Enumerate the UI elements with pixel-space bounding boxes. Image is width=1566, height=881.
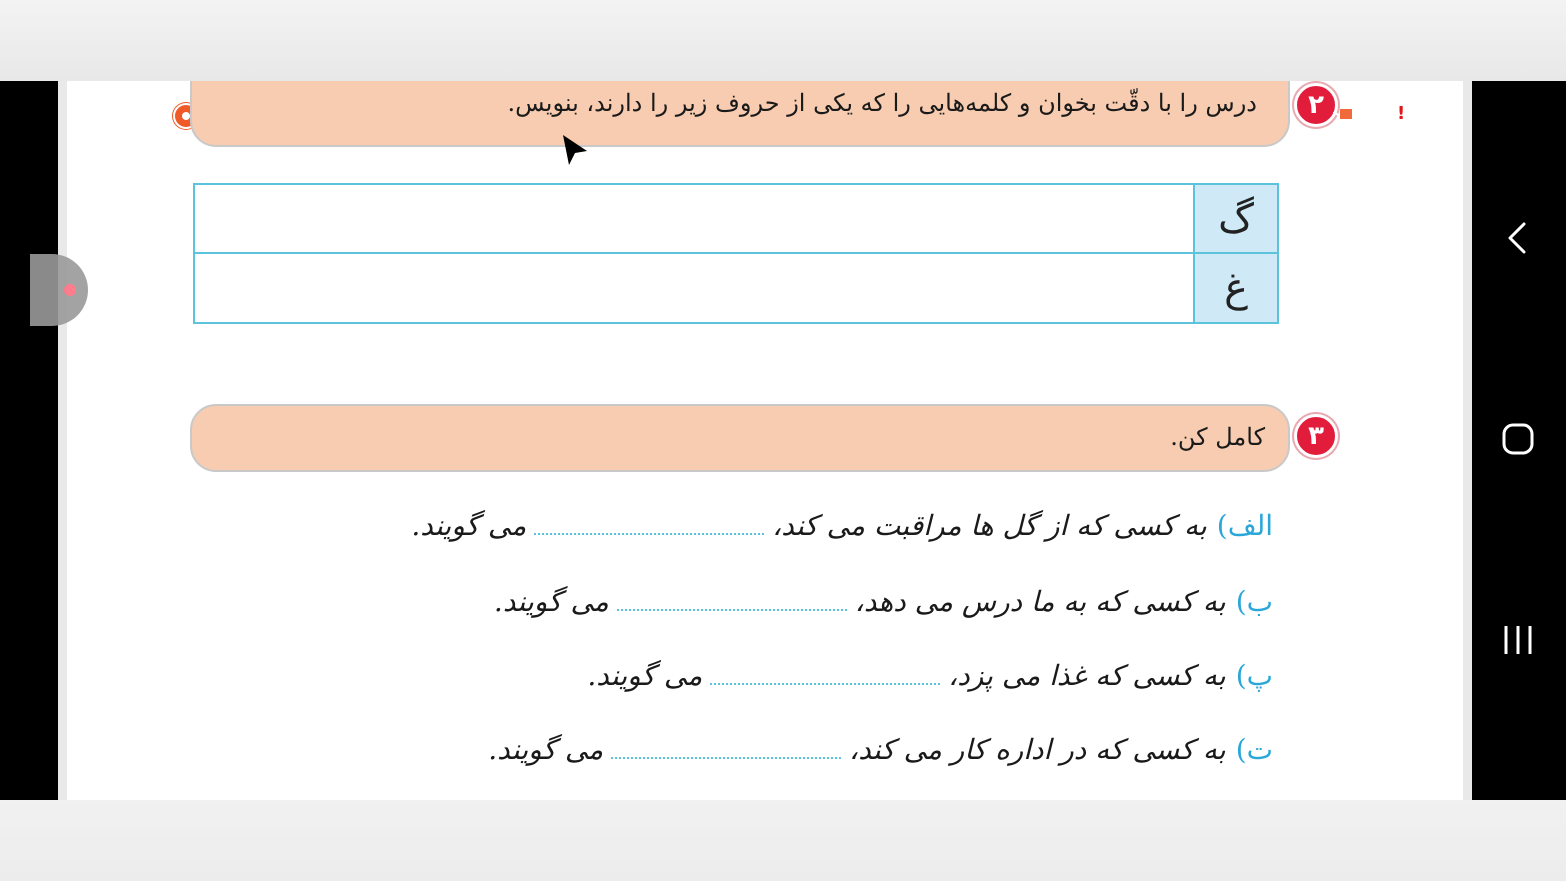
fill-in-item	[587, 659, 1273, 692]
item-suffix: می گویند.	[587, 659, 703, 692]
fill-in-item	[411, 509, 1273, 542]
item-marker: ب)	[1235, 585, 1273, 618]
answer-cell[interactable]	[195, 185, 1191, 252]
question-3-number: ۳	[1294, 414, 1338, 458]
item-prefix: به کسی که غذا می پزد،	[948, 659, 1226, 692]
question-2-number: ۲	[1294, 83, 1338, 127]
question-3-text: کامل کن.	[1170, 423, 1265, 451]
answer-cell[interactable]	[195, 254, 1191, 322]
document-page	[58, 81, 1472, 800]
bottom-bar	[0, 800, 1566, 881]
blank-line[interactable]	[710, 667, 940, 685]
item-suffix: می گویند.	[411, 509, 527, 542]
home-icon[interactable]	[1500, 421, 1536, 457]
blank-line[interactable]	[534, 517, 764, 535]
letter-cell: گ	[1193, 185, 1277, 252]
question-2-text: درس را با دقّت بخوان و کلمه‌هایی را که یکی از حروف زیر را دارند، بنویس.	[507, 89, 1257, 117]
left-letterbox	[0, 81, 58, 800]
fill-in-item	[494, 585, 1273, 618]
item-prefix: به کسی که در اداره کار می کند،	[849, 733, 1226, 766]
cast-icon	[1332, 105, 1352, 119]
blank-line[interactable]	[611, 741, 841, 759]
fill-in-item	[488, 733, 1273, 766]
table-row	[195, 185, 1277, 254]
back-icon[interactable]	[1500, 218, 1536, 258]
letter-table	[193, 183, 1279, 324]
item-marker: ت)	[1235, 733, 1273, 766]
blank-line[interactable]	[617, 593, 847, 611]
mouse-cursor-icon	[561, 133, 591, 167]
alert-mark: !	[1397, 103, 1406, 124]
item-suffix: می گویند.	[493, 585, 609, 618]
item-prefix: به کسی که از گل ها مراقبت می کند،	[772, 509, 1207, 542]
top-bar	[0, 0, 1566, 81]
record-dot-icon	[64, 284, 76, 296]
question-3-header	[190, 404, 1290, 472]
item-suffix: می گویند.	[488, 733, 604, 766]
table-row	[195, 254, 1277, 322]
recent-apps-icon[interactable]	[1500, 622, 1536, 658]
item-marker: پ)	[1235, 659, 1273, 692]
letter-cell: غ	[1193, 254, 1277, 322]
item-marker: الف)	[1216, 509, 1273, 542]
item-prefix: به کسی که به ما درس می دهد،	[854, 585, 1226, 618]
